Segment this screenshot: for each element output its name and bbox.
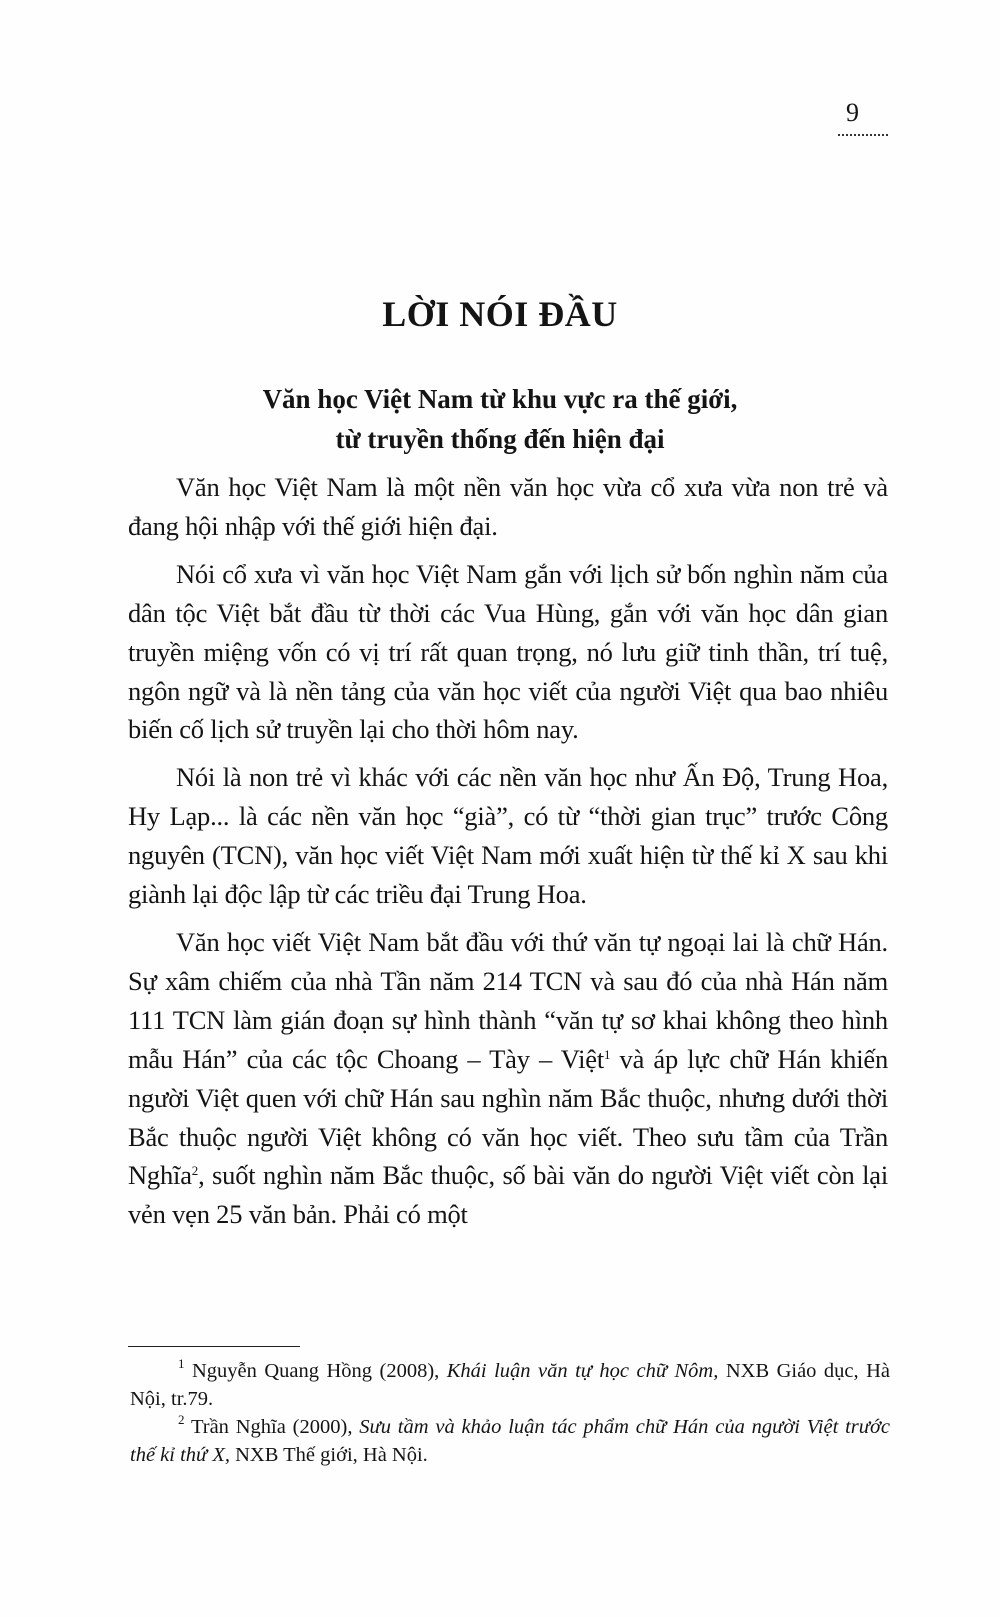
footnote-ref-2[interactable]: 2	[191, 1163, 199, 1179]
footnote-1-author: Nguyễn Quang Hồng (2008),	[184, 1360, 447, 1382]
footnote-1-mark: 1	[178, 1356, 185, 1371]
footnote-ref-1[interactable]: 1	[604, 1046, 611, 1062]
paragraph-2: Nói cổ xưa vì văn học Việt Nam gắn với lịch sử bốn nghìn năm của dân tộc Việt bắt đầu từ thời các Vua Hùng, gắn với văn học dân gian truyền miệng vốn có vị trí rất quan trọng, nó lưu giữ tinh thần, trí tuệ, ngôn ngữ và là nền tảng của văn học viết của người Việt qua bao nhiêu biến cố lịch sử truyền lại cho thời hôm nay.	[128, 558, 888, 745]
footnote-2	[130, 1413, 890, 1469]
paragraph-4-part-c: , suốt nghìn năm Bắc thuộc, số bài văn do người Việt viết còn lại vẻn vẹn 25 văn bản. Phải có một	[128, 1160, 888, 1230]
page-number-rule	[838, 134, 888, 136]
page-number: 9	[846, 98, 859, 127]
footnote-2-mark: 2	[178, 1412, 185, 1427]
chapter-title: LỜI NÓI ĐẦU	[382, 294, 618, 334]
footnote-1-work: Khái luận văn tự học chữ Nôm,	[446, 1360, 719, 1382]
footnote-2-author: Trần Nghĩa (2000),	[184, 1416, 360, 1438]
footnote-divider	[128, 1346, 300, 1347]
footnote-1-rest: NXB Giáo dục, Hà Nội, tr.79.	[130, 1360, 891, 1410]
footnotes	[130, 1357, 890, 1469]
paragraph-3: Nói là non trẻ vì khác với các nền văn học như Ấn Độ, Trung Hoa, Hy Lạp... là các nền văn học “già”, có từ “thời gian trục” trước Công nguyên (TCN), văn học viết Việt Nam mới xuất hiện từ thế kỉ X sau khi giành lại độc lập từ các triều đại Trung Hoa.	[128, 762, 888, 910]
paragraph-4	[128, 923, 888, 1234]
paragraph-1: Văn học Việt Nam là một nền văn học vừa cổ xưa vừa non trẻ và đang hội nhập với thế giới hiện đại.	[128, 472, 888, 541]
footnote-2-work: Sưu tầm và khảo luận tác phẩm chữ Hán của người Việt trước thế kỉ thứ X,	[130, 1416, 891, 1466]
footnote-1	[130, 1357, 890, 1413]
body-text	[128, 468, 888, 1243]
paragraph-4-part-b: và áp lực chữ Hán khiến người Việt quen với chữ Hán sau nghìn năm Bắc thuộc, nhưng dưới thời Bắc thuộc người Việt không có văn học viết. Theo sưu tầm của Trần Nghĩa	[128, 1043, 888, 1191]
footnote-2-rest: NXB Thế giới, Hà Nội.	[230, 1444, 428, 1466]
subtitle-line-2: từ truyền thống đến hiện đại	[335, 424, 665, 454]
paragraph-4-part-a: Văn học viết Việt Nam bắt đầu với thứ văn tự ngoại lai là chữ Hán. Sự xâm chiếm của nhà Tần năm 214 TCN và sau đó của nhà Hán năm 111 TCN làm gián đoạn sự hình thành “văn tự sơ khai không theo hình mẫu Hán” của các tộc Choang – Tày – Việt	[128, 926, 888, 1074]
subtitle-line-1: Văn học Việt Nam từ khu vực ra thế giới,	[262, 384, 738, 414]
